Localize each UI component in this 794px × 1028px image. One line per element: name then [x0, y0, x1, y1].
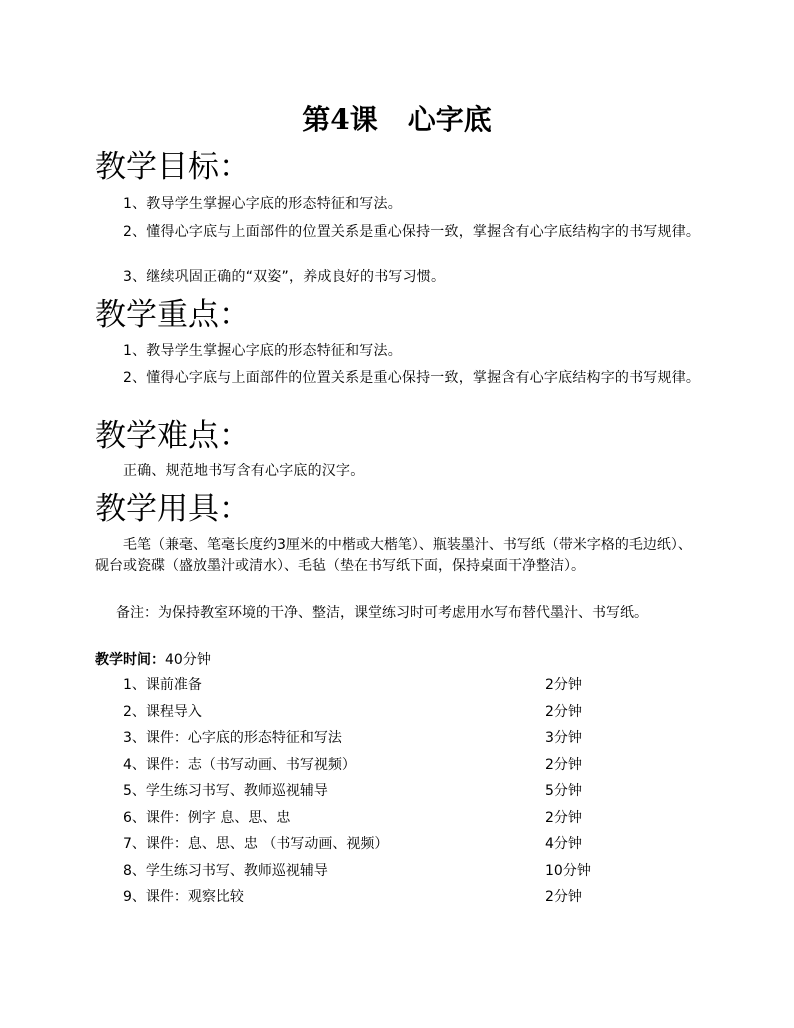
schedule-row [123, 781, 623, 808]
schedule-duration: 10分钟 [545, 862, 591, 879]
time-value: 40分钟 [165, 652, 211, 668]
key-point-item-1: 1、教导学生掌握心字底的形态特征和写法。 [123, 343, 402, 359]
time-label-line [95, 650, 211, 671]
lesson-topic: 心字底 [407, 103, 492, 136]
tools-heading: 教学用具： [95, 491, 250, 527]
schedule-duration: 2分钟 [545, 809, 582, 826]
schedule-item: 3、课件：心字底的形态特征和写法 [123, 730, 342, 746]
schedule-item: 5、学生练习书写、教师巡视辅导 [123, 783, 328, 799]
goal-item-3: 3、继续巩固正确的“双姿”，养成良好的书写习惯。 [123, 269, 446, 285]
schedule-item: 7、课件：息、思、忠 （书写动画、视频） [123, 836, 389, 852]
schedule-list [123, 675, 623, 914]
lesson-number: 第4课 [302, 103, 378, 136]
schedule-duration: 2分钟 [545, 677, 582, 693]
schedule-duration: 3分钟 [545, 730, 582, 746]
goal-item-2: 2、懂得心字底与上面部件的位置关系是重心保持一致，掌握含有心字底结构字的书写规律。 [123, 224, 701, 240]
schedule-row [123, 887, 623, 914]
schedule-row [123, 808, 623, 835]
schedule-item: 6、课件：例字 息、思、忠 [123, 809, 291, 826]
difficulties-heading: 教学难点： [95, 418, 250, 454]
schedule-row [123, 834, 623, 861]
schedule-duration: 2分钟 [545, 889, 582, 905]
time-label: 教学时间： [95, 652, 165, 668]
schedule-item: 4、课件：志（书写动画、书写视频） [123, 756, 356, 773]
schedule-item: 9、课件：观察比较 [123, 889, 244, 905]
schedule-duration: 2分钟 [545, 703, 582, 720]
schedule-item: 1、课前准备 [123, 677, 202, 693]
schedule-row [123, 861, 623, 888]
schedule-duration: 4分钟 [545, 836, 582, 852]
goals-heading: 教学目标： [95, 149, 250, 185]
key-points-heading: 教学重点： [95, 297, 250, 333]
schedule-item: 2、课程导入 [123, 703, 202, 720]
schedule-item: 8、学生练习书写、教师巡视辅导 [123, 862, 328, 879]
schedule-row [123, 675, 623, 702]
schedule-row [123, 755, 623, 782]
difficulties-text: 正确、规范地书写含有心字底的汉字。 [123, 463, 365, 479]
schedule-duration: 5分钟 [545, 783, 582, 799]
goal-item-1: 1、教导学生掌握心字底的形态特征和写法。 [123, 196, 402, 212]
lesson-title [0, 100, 794, 140]
tools-text: 毛笔（兼毫、笔毫长度约3厘米的中楷或大楷笔）、瓶装墨汁、书写纸（带米字格的毛边纸）、砚台或瓷碟（盛放墨汁或清水）、毛毡（垫在书写纸下面，保持桌面干净整洁）。 [95, 537, 692, 574]
schedule-row [123, 728, 623, 755]
schedule-duration: 2分钟 [545, 756, 582, 773]
key-point-item-2: 2、懂得心字底与上面部件的位置关系是重心保持一致，掌握含有心字底结构字的书写规律。 [123, 370, 701, 386]
tools-note: 备注：为保持教室环境的干净、整洁，课堂练习时可考虑用水写布替代墨汁、书写纸。 [116, 605, 648, 621]
schedule-row [123, 702, 623, 729]
